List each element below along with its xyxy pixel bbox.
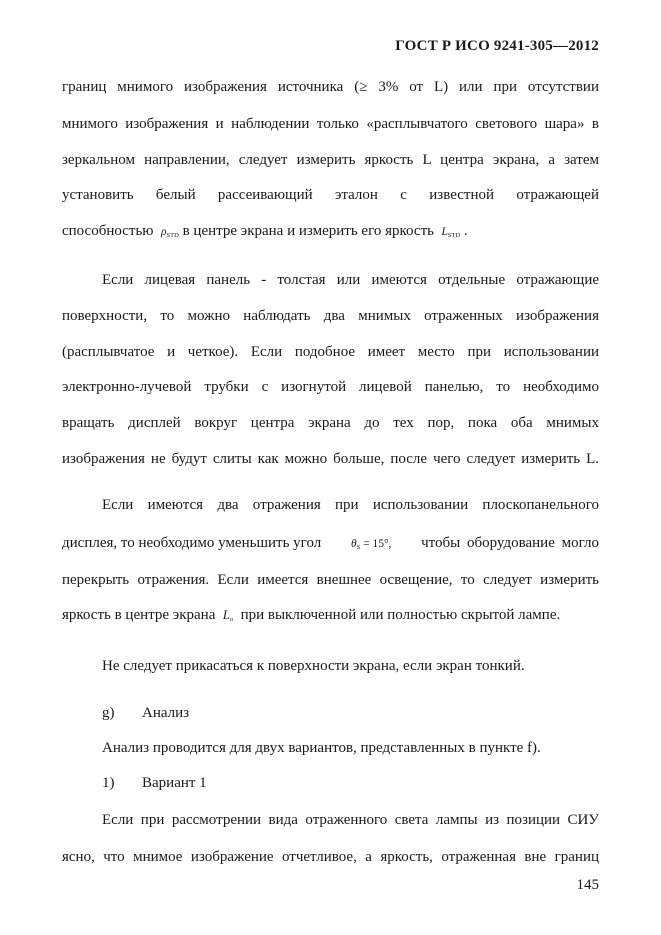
list-item-heading — [102, 773, 599, 793]
paragraph-line: Если лицевая панель - толстая или имеются отдельные отражающие — [102, 272, 599, 288]
l-o-symbol — [223, 608, 233, 622]
l-symbol: L — [441, 226, 448, 238]
paragraph-line: Анализ проводится для двух вариантов, представленных в пункте f). — [102, 740, 541, 756]
item-title: Вариант 1 — [142, 775, 207, 791]
rho-symbol: ρ — [161, 226, 167, 238]
paragraph-line: (расплывчатое и четкое). Если подобное имеет место при использовании — [62, 344, 599, 360]
l-symbol: L — [222, 608, 230, 622]
text-fragment: при выключенной или полностью скрытой лампе. — [240, 607, 561, 623]
text-fragment: . — [463, 223, 468, 239]
text-fragment: чтобы оборудование могло — [421, 535, 599, 551]
paragraph-line: установить белый рассеивающий эталон с известной отражающей — [62, 187, 599, 203]
paragraph-line: электронно-лучевой трубки с изогнутой лицевой панелью, то необходимо — [62, 379, 599, 395]
paragraph-line: Если при рассмотрении вида отраженного света лампы из позиции СИУ — [102, 812, 599, 828]
theta-symbol: θ — [350, 538, 357, 550]
paragraph-line: вращать дисплей вокруг центра экрана до тех пор, пока оба мнимых — [62, 415, 599, 431]
theta-s-formula — [351, 534, 392, 558]
paragraph-line: перекрыть отражения. Если имеется внешнее освещение, то следует измерить — [62, 572, 599, 588]
text-fragment: в центре экрана и измерить его яркость — [182, 223, 434, 239]
theta-value: = 15°, — [363, 538, 392, 550]
paragraph-line-with-formula — [62, 533, 599, 558]
text-fragment: дисплея, то необходимо уменьшить угол — [62, 535, 322, 551]
paragraph-line: мнимого изображения и наблюдении только «расплывчатого светового шара» в — [62, 116, 599, 132]
paragraph-line: Если имеются два отражения при использовании плоскопанельного — [102, 497, 599, 513]
paragraph-line: Не следует прикасаться к поверхности экрана, если экран тонкий. — [102, 658, 525, 674]
section-label: g) — [102, 705, 115, 721]
section-heading — [102, 703, 599, 723]
paragraph-line: изображения не будут слиты как можно больше, после чего следует измерить L. — [62, 451, 599, 467]
paragraph-line: поверхности, то можно наблюдать два мнимых отраженных изображения — [62, 308, 599, 324]
document-header: ГОСТ Р ИСО 9241-305—2012 — [395, 38, 599, 54]
text-fragment: яркость в центре экрана — [62, 607, 216, 623]
item-label: 1) — [102, 775, 115, 791]
rho-subscript: STD — [166, 232, 179, 239]
l-std-symbol — [441, 226, 460, 238]
section-title: Анализ — [142, 705, 190, 721]
paragraph-line: зеркальном направлении, следует измерить яркость L центра экрана, а затем — [62, 152, 599, 168]
paragraph-line: границ мнимого изображения источника (≥ 3% от L) или при отсутствии — [62, 79, 599, 95]
paragraph-line: ясно, что мнимое изображение отчетливое, а яркость, отраженная вне границ — [62, 849, 599, 865]
page-number: 145 — [576, 877, 599, 893]
theta-subscript: S — [356, 544, 361, 551]
paragraph-line-with-formula — [62, 605, 599, 630]
l-subscript: o — [229, 616, 234, 623]
text-fragment: способностью — [62, 223, 154, 239]
l-subscript: STD — [447, 232, 461, 239]
rho-std-symbol — [161, 226, 179, 238]
paragraph-line-with-formula — [62, 221, 599, 246]
